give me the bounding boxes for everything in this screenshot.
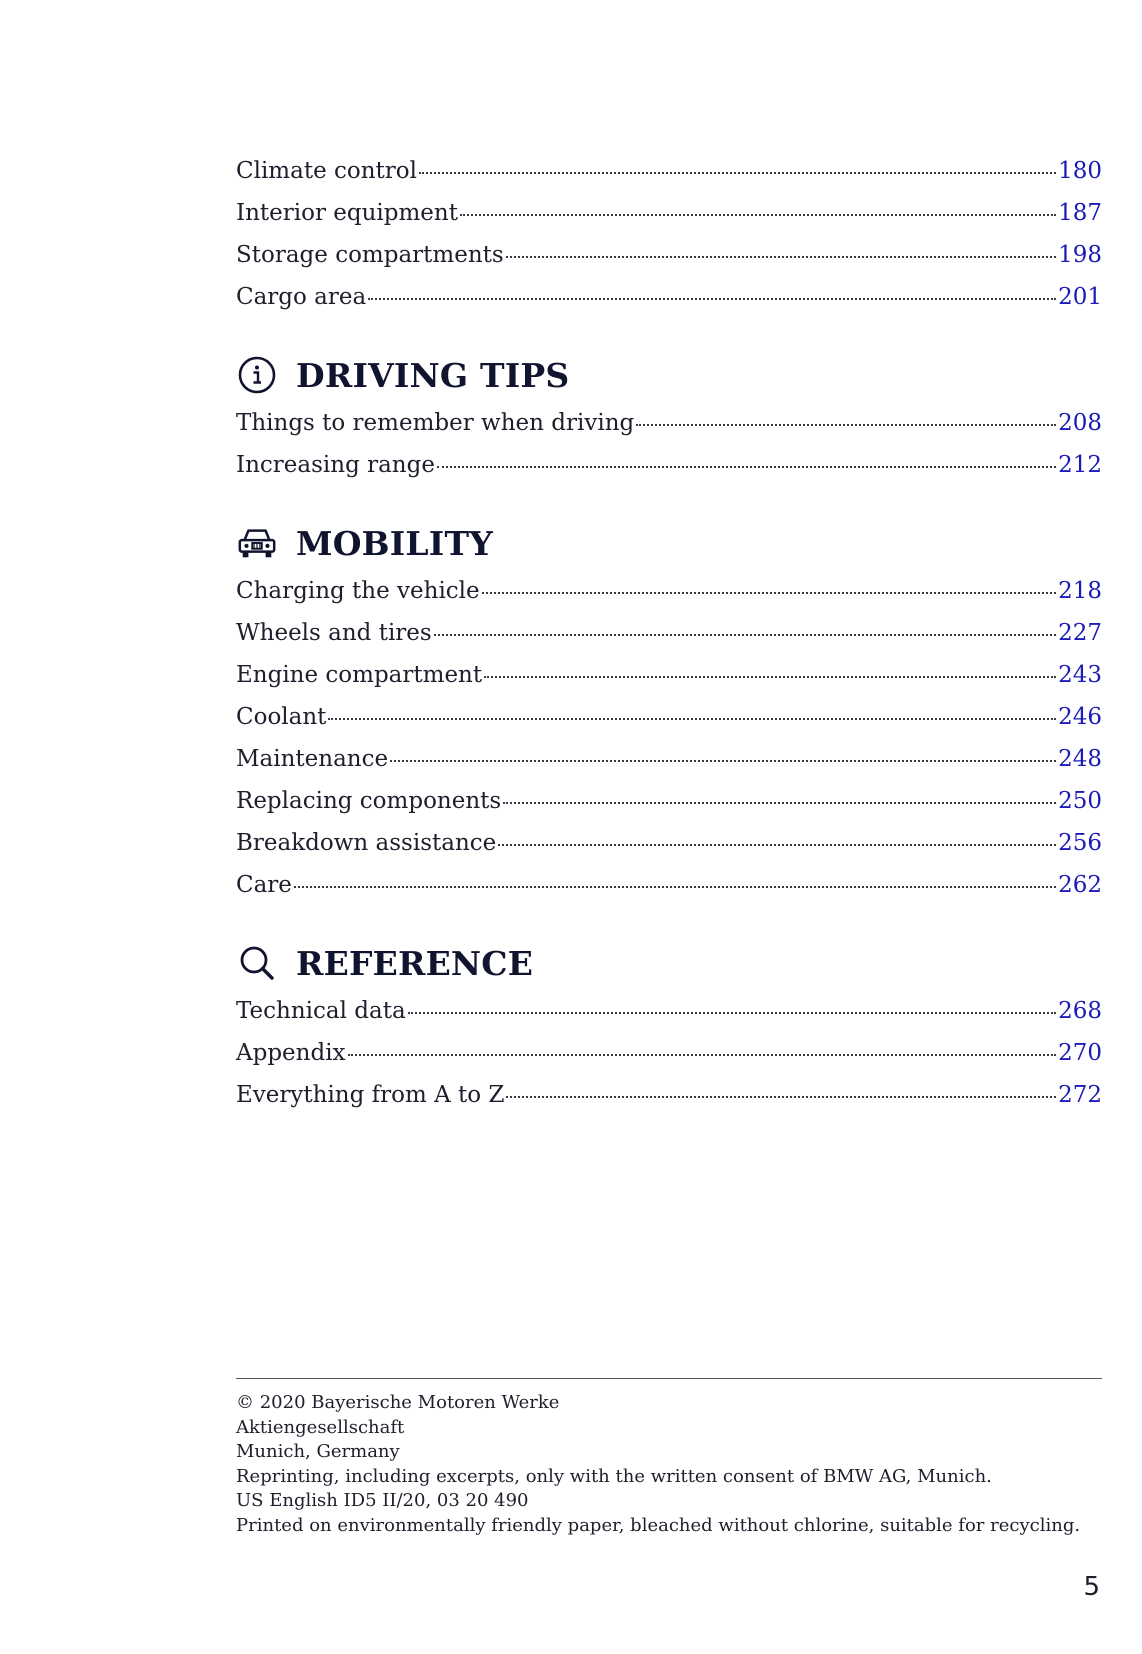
dot-leader: [294, 886, 1056, 888]
section-heading-driving-tips: [236, 350, 1102, 400]
section-title: DRIVING TIPS: [296, 355, 570, 395]
toc-entry-breakdown-assistance[interactable]: [236, 822, 1102, 864]
toc-entry-page[interactable]: 201: [1058, 284, 1102, 310]
reprint-notice: Reprinting, including excerpts, only with the written consent of BMW AG, Munich.: [236, 1465, 992, 1487]
table-of-contents: [236, 150, 1102, 1116]
dot-leader: [484, 676, 1056, 678]
toc-entry-label: Coolant: [236, 704, 327, 730]
toc-entry-label: Climate control: [236, 158, 417, 184]
toc-entry-label: Things to remember when driving: [236, 410, 635, 436]
toc-entry-page[interactable]: 248: [1058, 746, 1102, 772]
toc-entry-care[interactable]: [236, 864, 1102, 906]
toc-entry-page[interactable]: 270: [1058, 1040, 1102, 1066]
toc-group-reference: [236, 990, 1102, 1116]
toc-entry-label: Increasing range: [236, 452, 435, 478]
toc-entry-coolant[interactable]: [236, 696, 1102, 738]
toc-entry-engine-compartment[interactable]: [236, 654, 1102, 696]
toc-entry-replacing-components[interactable]: [236, 780, 1102, 822]
section-heading-mobility: [236, 518, 1102, 568]
toc-entry-page[interactable]: 180: [1058, 158, 1102, 184]
toc-entry-page[interactable]: 246: [1058, 704, 1102, 730]
paper-notice: Printed on environmentally friendly paper, bleached without chlorine, suitable for recycling.: [236, 1514, 1081, 1536]
toc-entry-label: Everything from A to Z: [236, 1082, 505, 1108]
toc-entry-things-to-remember[interactable]: [236, 402, 1102, 444]
toc-entry-page[interactable]: 187: [1058, 200, 1102, 226]
toc-entry-increasing-range[interactable]: [236, 444, 1102, 486]
section-heading-reference: [236, 938, 1102, 988]
toc-entry-label: Breakdown assistance: [236, 830, 497, 856]
copyright-line: © 2020 Bayerische Motoren Werke: [236, 1392, 560, 1413]
dot-leader: [348, 1054, 1057, 1056]
toc-group-driving-tips: [236, 402, 1102, 486]
toc-entry-page[interactable]: 218: [1058, 578, 1102, 604]
company-line: Aktiengesellschaft: [236, 1416, 405, 1438]
toc-entry-label: Replacing components: [236, 788, 502, 814]
toc-entry-maintenance[interactable]: [236, 738, 1102, 780]
dot-leader: [503, 802, 1056, 804]
dot-leader: [437, 466, 1056, 468]
toc-entry-page[interactable]: 250: [1058, 788, 1102, 814]
toc-entry-wheels-and-tires[interactable]: [236, 612, 1102, 654]
toc-entry-label: Technical data: [236, 998, 406, 1024]
toc-entry-climate-control[interactable]: [236, 150, 1102, 192]
dot-leader: [506, 1096, 1056, 1098]
toc-entry-everything-a-to-z[interactable]: [236, 1074, 1102, 1116]
toc-entry-label: Maintenance: [236, 746, 389, 772]
info-circle-icon: [236, 354, 278, 396]
toc-entry-page[interactable]: 256: [1058, 830, 1102, 856]
dot-leader: [390, 760, 1056, 762]
toc-group-mobility: [236, 570, 1102, 906]
toc-entry-label: Engine compartment: [236, 662, 483, 688]
page-number: 5: [1083, 1572, 1100, 1602]
dot-leader: [482, 592, 1056, 594]
toc-entry-page[interactable]: 243: [1058, 662, 1102, 688]
dot-leader: [408, 1012, 1056, 1014]
location-line: Munich, Germany: [236, 1441, 400, 1462]
dot-leader: [498, 844, 1056, 846]
toc-entry-charging-the-vehicle[interactable]: [236, 570, 1102, 612]
toc-entry-label: Appendix: [236, 1040, 346, 1066]
car-icon: [236, 522, 278, 564]
toc-entry-label: Charging the vehicle: [236, 578, 480, 604]
toc-entry-interior-equipment[interactable]: [236, 192, 1102, 234]
toc-entry-label: Storage compartments: [236, 242, 504, 268]
dot-leader: [328, 718, 1056, 720]
dot-leader: [368, 298, 1056, 300]
toc-entry-label: Wheels and tires: [236, 620, 432, 646]
toc-entry-page[interactable]: 198: [1058, 242, 1102, 268]
toc-entry-page[interactable]: 227: [1058, 620, 1102, 646]
toc-group-continued: [236, 150, 1102, 318]
dot-leader: [419, 172, 1056, 174]
toc-entry-cargo-area[interactable]: [236, 276, 1102, 318]
toc-entry-page[interactable]: 268: [1058, 998, 1102, 1024]
toc-entry-appendix[interactable]: [236, 1032, 1102, 1074]
section-title: MOBILITY: [296, 523, 493, 563]
toc-entry-page[interactable]: 212: [1058, 452, 1102, 478]
toc-entry-technical-data[interactable]: [236, 990, 1102, 1032]
dot-leader: [636, 424, 1056, 426]
edition-line: US English ID5 II/20, 03 20 490: [236, 1490, 529, 1511]
dot-leader: [434, 634, 1056, 636]
dot-leader: [506, 256, 1056, 258]
toc-entry-page[interactable]: 272: [1058, 1082, 1102, 1108]
toc-entry-page[interactable]: 208: [1058, 410, 1102, 436]
dot-leader: [460, 214, 1056, 216]
search-icon: [236, 942, 278, 984]
toc-entry-storage-compartments[interactable]: [236, 234, 1102, 276]
imprint-footer: [236, 1378, 1102, 1538]
toc-entry-label: Care: [236, 872, 292, 898]
toc-entry-page[interactable]: 262: [1058, 872, 1102, 898]
toc-entry-label: Interior equipment: [236, 200, 458, 226]
section-title: REFERENCE: [296, 943, 534, 983]
toc-entry-label: Cargo area: [236, 284, 367, 310]
